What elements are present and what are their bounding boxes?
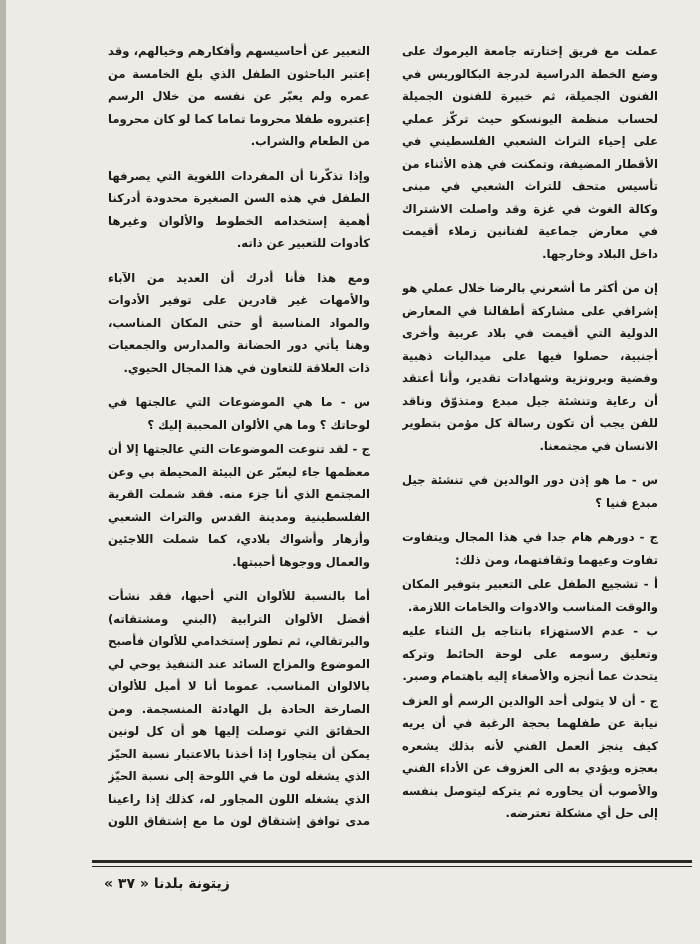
article-column-right xyxy=(402,40,658,830)
paragraph-expression: التعبير عن أحاسيسهم وأفكارهم وخيالهم، وقد إعتبر الباحثون الطفل الذي بلغ الخامسة من عمره ولم يعبّر عن نفسه من خلال الرسم إعتبروه طفلا محروما تماما كما لو كان محروما من الطعام والشراب. xyxy=(108,44,370,148)
page-number: « ٣٧ » xyxy=(104,876,149,892)
footer-rule-thick xyxy=(92,860,692,863)
list-item-c: ج - أن لا يتولى أحد الوالدين الرسم أو العزف نيابة عن طفلهما بحجة الرغبة في أن يريه كيف ينجز العمل الفني لأنه بذلك يشعره بعجزه ويؤدي به الى العزوف عن الأداء الفني والأصوب أن يحاوره ثم يتركه ليتوصل بنفسه إلى حل أي مشكلة تعترضه. xyxy=(402,693,658,820)
list-item-a: أ - تشجيع الطفل على التعبير بتوفير المكان والوقت المناسب والادوات والخامات اللازمة. xyxy=(402,577,658,614)
paragraph-colors: أما بالنسبة للألوان التي أحبها، فقد نشأت أفضل الألوان الترابية (البني ومشتقاته) والبرتقالي، ثم تطور إستخدامي للألوان فأصبح الموضوع والمزاج السائد عند التنفيذ يوحي لي بالالوان المناسب. عموما أنا لا أميل للألوان الصارخة الحادة بل الهادئة المنسجمة. ومن الحقائق التي توصلت إليها هو أن كل لونين يمكن أن يتجاورا إذا أخذنا بالاعتبار نسبة الحيّز الذي يشغله لون ما في اللوحة إلى نسبة الحيّز الذي يشغله اللون المجاور له، كذلك إذا راعينا مدى توافق إشتقاق لون ما مع إشتقاق اللون xyxy=(108,589,370,828)
interview-answer-parents: ج - دورهم هام جدا في هذا المجال ويتفاوت تفاوت وعيهما وثقافتهما، ومن ذلك: xyxy=(402,530,658,567)
list-item-b: ب - عدم الاستهزاء بانتاجه بل الثناء عليه وتعليق رسومه على لوحة الحائط وتركه يتحدث عما أنجزه والأصغاء إليه باهتمام وصبر. xyxy=(402,624,658,683)
article-column-left xyxy=(108,40,370,830)
page-footer xyxy=(98,876,230,892)
footer-rule-thin xyxy=(92,866,692,867)
paragraph-art-importance xyxy=(402,827,658,831)
paragraph-institutions: ومع هذا فأنا أدرك أن العديد من الآباء والأمهات غير قادرين على توفير الأدوات والمواد المناسبة أو حتى المكان المناسب، وهنا يأتي دور الحضانة والمدارس والجمعيات ذات العلاقة للتعاون في هذا المجال الحيوي. xyxy=(108,270,370,375)
magazine-title: زيتونة بلدنا xyxy=(153,876,230,892)
paragraph-career: عملت مع فريق إختارته جامعة اليرموك على وضع الخطة الدراسية لدرجة البكالوريس في الفنون الجميلة، ثم خبيرة للفنون الجميلة لحساب منظمة اليونسكو حيث تركّز عملي على إحياء التراث الشعبي الفلسطيني في الأقطار المضيفة، وتمكنت في هذه الأثناء من تأسيس متحف للتراث الشعبي في مبنى وكالة الغوث في غزة وقد واصلت الاشتراك في معارض جماعية لفنانين زملاء أقيمت داخل البلاد وخارجها. xyxy=(402,44,658,261)
interview-answer-themes: ج - لقد تنوعت الموضوعات التي عالجتها إلا أن معظمها جاء ليعبّر عن البيئة المحيطة بي وعن المجتمع الذي أنا جزء منه. فقد شملت القرية الفلسطينية ومدينة القدس والتراث الشعبي وأزهار وأشواك بلادي، كما شملت اللاجئين والعمال ووجوها أحببتها. xyxy=(108,442,370,569)
paragraph-children-exhibitions: إن من أكثر ما أشعرني بالرضا خلال عملي هو إشرافي على مشاركة أطفالنا في المعارض الدولية التي أقيمت في بلاد عربية وأخرى أجنبية، حصلوا فيها على ميداليات ذهبية وفضية وبرونزية وشهادات تقدير، وأنا أعتقد أن رعاية وتنشئة جيل مبدع ومتذوّق وناقد للفن يجب أن تكون رسالة كل مؤمن بتطوير الانسان في مجتمعنا. xyxy=(402,281,658,453)
interview-question-themes: س - ما هي الموضوعات التي عالجتها في لوحاتك ؟ وما هي الألوان المحببة إليك ؟ xyxy=(108,395,370,432)
interview-question-parents: س - ما هو إذن دور الوالدين في تنشئة جيل مبدع فنيا ؟ xyxy=(402,473,658,510)
paragraph-vocabulary: وإذا تذكّرنا أن المفردات اللغوية التي يصرفها الطفل في هذه السن الصغيرة محدودة أدركنا أهمية إستخدامه الخطوط والألوان وغيرها كأدوات للتعبير عن ذاته. xyxy=(108,168,370,250)
